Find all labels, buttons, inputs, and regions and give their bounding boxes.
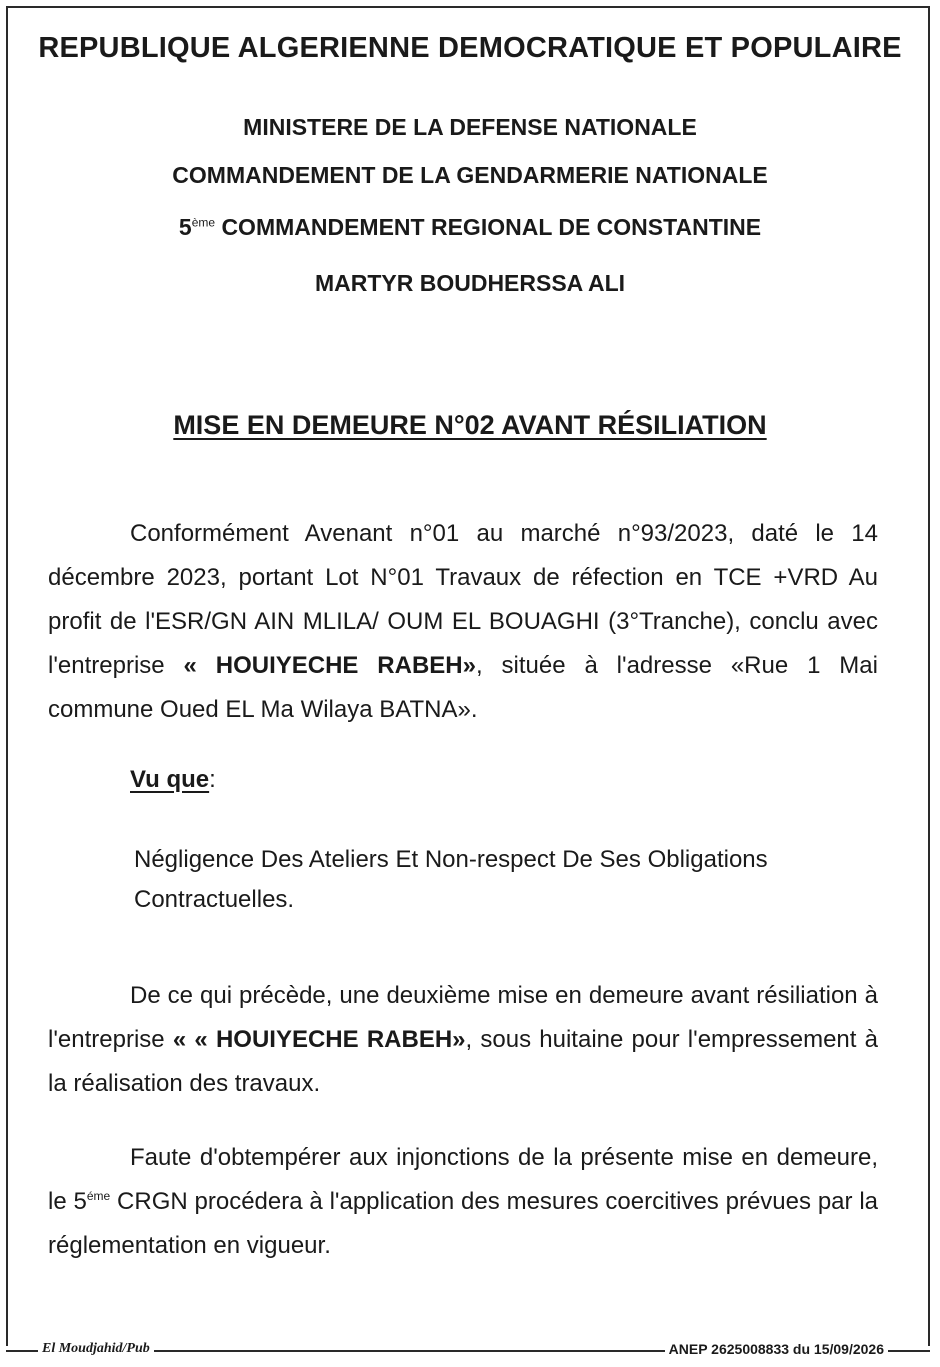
intro-paragraph — [48, 512, 878, 732]
intro-text-after: , située à l'adresse «Rue 1 Mai commune Oued EL Ma Wilaya BATNA». — [48, 652, 878, 723]
document-title-text: MISE EN DEMEURE N°02 AVANT RÉSILIATION — [173, 410, 767, 440]
regional-superscript: ème — [191, 215, 216, 230]
martyr-heading: MARTYR BOUDHERSSA ALI — [314, 270, 626, 296]
document-title — [0, 410, 940, 441]
vu-que-colon: : — [209, 766, 216, 793]
consequence-company-name: « « HOUIYECHE RABEH» — [172, 1026, 466, 1053]
footer — [0, 1340, 940, 1364]
ministry-heading: MINISTERE DE LA DEFENSE NATIONALE — [243, 114, 697, 140]
regional-command-text: COMMANDEMENT REGIONAL DE CONSTANTINE — [221, 214, 762, 240]
intro-company-name: « HOUIYECHE RABEH» — [183, 652, 476, 679]
vu-que-label: Vu que — [130, 766, 210, 793]
anep-reference: ANEP 2625008833 du 15/09/2026 — [665, 1341, 888, 1357]
republic-heading: REPUBLIQUE ALGERIENNE DEMOCRATIQUE ET POPULAIRE — [38, 32, 902, 64]
warning-text-after: CRGN procédera à l'application des mesures coercitives prévues par la réglementation en vigueur. — [48, 1188, 879, 1259]
consequence-text-before: De ce qui précède, une deuxième mise en demeure avant résiliation à l'entreprise — [48, 982, 878, 1053]
command-heading: COMMANDEMENT DE LA GENDARMERIE NATIONALE — [172, 162, 768, 188]
warning-text-before: Faute d'obtempérer aux injonctions de la présente mise en demeure, le 5 — [48, 1144, 878, 1215]
regional-command-heading — [0, 214, 940, 241]
publication-label: El Moudjahid/Pub — [38, 1341, 154, 1357]
negligence-text: Négligence Des Ateliers Et Non-respect De Ses Obligations Contractuelles. — [134, 846, 768, 913]
warning-superscript: éme — [86, 1189, 111, 1203]
regional-number: 5 — [178, 214, 192, 240]
consequence-text-after: , sous huitaine pour l'empressement à la réalisation des travaux. — [48, 1026, 878, 1097]
vu-que-heading — [130, 766, 216, 794]
warning-paragraph — [48, 1136, 878, 1268]
intro-text-before: Conformément Avenant n°01 au marché n°93/2023, daté le 14 décembre 2023, portant Lot N°01 Travaux de réfection en TCE +VRD Au profit de l'ESR/GN AIN MLILA/ OUM EL BOUAGHI (3°Tranche), conclu avec l'entreprise — [48, 520, 878, 679]
consequence-paragraph — [48, 974, 878, 1106]
